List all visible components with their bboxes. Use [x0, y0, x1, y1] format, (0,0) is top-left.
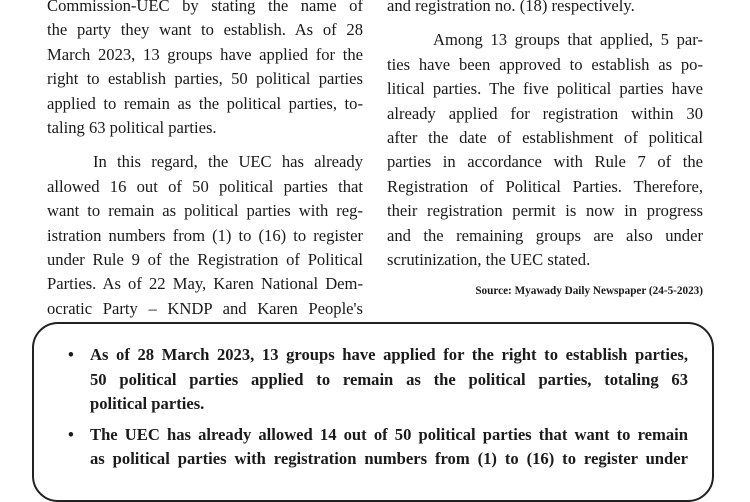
summary-item — [68, 423, 688, 472]
text-line: taling 63 political parties. — [47, 118, 217, 138]
left-paragraph-2 — [47, 150, 363, 321]
text-line: ties have been approved to establish as po- — [387, 54, 703, 74]
text-line: Commission-UEC by stating the name of — [47, 0, 363, 15]
text-line: under Rule 9 of the Registration of Political — [47, 250, 363, 270]
text-line: right to establish parties, 50 political parties — [47, 69, 363, 89]
summary-item — [68, 343, 688, 417]
summary-box — [32, 322, 714, 502]
text-line: after the date of establishment of political — [387, 128, 703, 148]
text-line: applied to remain as the political parties, to- — [47, 93, 363, 113]
text-line: litical parties. The five political parties have — [387, 79, 703, 99]
bullet-icon: • — [68, 424, 74, 444]
right-paragraph-1 — [387, 0, 703, 18]
text-line: and registration no. (18) respectively. — [387, 0, 635, 15]
summary-line: The UEC has already allowed 14 out of 50 political parties that want to remain — [90, 424, 688, 444]
text-line: their registration permit is now in progress — [387, 201, 703, 221]
text-line: Registration of Political Parties. Therefore, — [387, 176, 703, 196]
text-line: parties in accordance with Rule 7 of the — [387, 152, 703, 172]
text-line: already applied for registration within 30 — [387, 103, 703, 123]
text-line: March 2023, 13 groups have applied for the — [47, 44, 363, 64]
left-column — [47, 0, 363, 321]
text-line: scrutinization, the UEC stated. — [387, 250, 591, 270]
right-paragraph-2 — [387, 28, 703, 272]
text-line: In this regard, the UEC has already — [93, 152, 363, 172]
text-line: and the remaining groups are also under — [387, 225, 703, 245]
text-line: istration numbers from (1) to (16) to register — [47, 225, 363, 245]
summary-line: political parties. — [90, 394, 205, 414]
summary-list — [68, 343, 688, 478]
text-line: Among 13 groups that applied, 5 par- — [433, 30, 703, 50]
text-line: want to remain as political parties with reg- — [47, 201, 363, 221]
left-paragraph-1 — [47, 0, 363, 140]
text-line: allowed 16 out of 50 political parties that — [47, 176, 363, 196]
text-line: Parties. As of 22 May, Karen National Dem- — [47, 274, 363, 294]
text-line: the party they want to establish. As of 28 — [47, 20, 363, 40]
source-citation: Source: Myawady Daily Newspaper (24-5-2023) — [475, 285, 703, 297]
right-column — [387, 0, 703, 272]
text-line: ocratic Party – KNDP and Karen People's — [47, 298, 363, 318]
bullet-icon: • — [68, 345, 74, 364]
summary-line: 50 political parties applied to remain as the political parties, totaling 63 — [90, 369, 688, 389]
summary-line: as political parties with registration numbers from (1) to (16) to register under — [90, 449, 688, 469]
summary-line: As of 28 March 2023, 13 groups have applied for the right to establish parties, — [90, 345, 688, 364]
